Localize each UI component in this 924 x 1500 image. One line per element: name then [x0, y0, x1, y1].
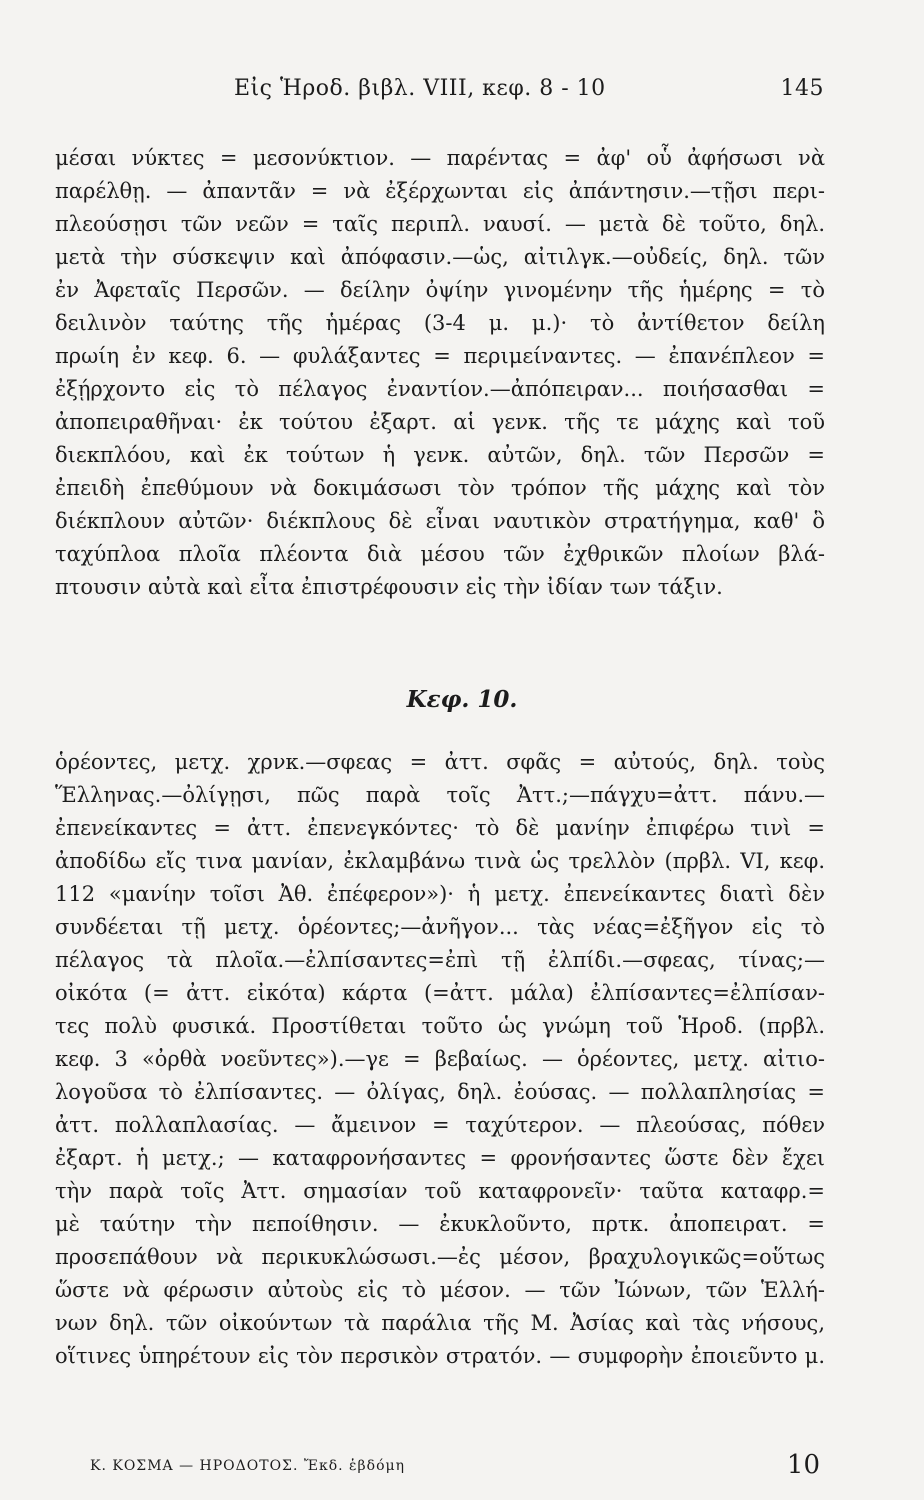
text-line: δειλινὸν ταύτης τῆς ἡμέρας (3-4 μ. μ.)· τὸ ἀντίθετον δείλη: [55, 311, 825, 335]
commentary-block-chapter-9: [55, 142, 825, 604]
text-line: πρωίη ἐν κεφ. 6. — φυλάξαντες = περιμείναντες. — ἐπανέπλεον =: [55, 344, 825, 368]
text-line: διεκπλόου, καὶ ἐκ τούτων ἡ γενκ. αὐτῶν, δηλ. τῶν Περσῶν =: [55, 443, 825, 467]
running-header: [234, 76, 824, 116]
text-line: τὴν παρὰ τοῖς Ἀττ. σημασίαν τοῦ καταφρονεῖν· ταῦτα καταφρ.=: [55, 1179, 825, 1203]
text-line: ὁρέοντες, μετχ. χρνκ.—σφεας = ἀττ. σφᾶς = αὐτούς, δηλ. τοὺς: [55, 750, 825, 774]
text-line: ἐπειδὴ ἐπεθύμουν νὰ δοκιμάσωσι τὸν τρόπον τῆς μάχης καὶ τὸν: [55, 476, 825, 500]
text-line: οἰκότα (= ἀττ. εἰκότα) κάρτα (=ἀττ. μάλα) ἐλπίσαντες=ἐλπίσαν-: [55, 981, 825, 1005]
text-line: πέλαγος τὰ πλοῖα.—ἐλπίσαντες=ἐπὶ τῇ ἐλπίδι.—σφεας, τίνας;—: [55, 948, 825, 972]
text-line: ἀποδίδω εἴς τινα μανίαν, ἐκλαμβάνω τινὰ ὡς τρελλὸν (πρβλ. VI, κεφ.: [55, 849, 825, 873]
text-line: τες πολὺ φυσικά. Προστίθεται τοῦτο ὡς γνώμη τοῦ Ἡροδ. (πρβλ.: [55, 1014, 825, 1038]
text-line: ἐξῄρχοντο εἰς τὸ πέλαγος ἐναντίον.—ἀπόπειραν... ποιήσασθαι =: [55, 377, 825, 401]
text-line: πτουσιν αὐτὰ καὶ εἶτα ἐπιστρέφουσιν εἰς τὴν ἰδίαν των τάξιν.: [55, 575, 723, 599]
text-line: μέσαι νύκτες = μεσονύκτιον. — παρέντας = ἀφ' οὗ ἀφήσωσι νὰ: [55, 146, 825, 170]
text-line: λογοῦσα τὸ ἐλπίσαντες. — ὀλίγας, δηλ. ἐούσας. — πολλαπλησίας =: [55, 1080, 825, 1104]
text-line: ἐπενείκαντες = ἀττ. ἐπενεγκόντες· τὸ δὲ μανίην ἐπιφέρω τινὶ =: [55, 816, 825, 840]
text-line: ταχύπλοα πλοῖα πλέοντα διὰ μέσου τῶν ἐχθρικῶν πλοίων βλά-: [55, 542, 825, 566]
text-line: παρέλθῃ. — ἀπαντᾶν = νὰ ἐξέρχωνται εἰς ἀπάντησιν.—τῇσι περι-: [55, 179, 825, 203]
chapter-heading: Κεφ. 10.: [406, 686, 518, 713]
text-line: διέκπλουν αὐτῶν· διέκπλους δὲ εἶναι ναυτικὸν στρατήγημα, καθ' ὃ: [55, 509, 825, 533]
page-number: 145: [780, 76, 824, 101]
text-line: κεφ. 3 «ὀρθὰ νοεῦντες»).—γε = βεβαίως. — ὁρέοντες, μετχ. αἰτιο-: [55, 1047, 825, 1071]
printer-signature-line: [90, 1450, 820, 1486]
text-line: πλεούσῃσι τῶν νεῶν = ταῖς περιπλ. ναυσί. — μετὰ δὲ τοῦτο, δηλ.: [55, 212, 825, 236]
text-line: οἵτινες ὑπηρέτουν εἰς τὸν περσικὸν στρατόν. — συμφορὴν ἐποιεῦντο μ.: [55, 1344, 825, 1368]
signature-text: Κ. ΚΟΣΜΑ — ΗΡΟΔΟΤΟΣ. Ἔκδ. ἑβδόμη: [90, 1458, 405, 1474]
text-line: μὲ ταύτην τὴν πεποίθησιν. — ἐκυκλοῦντο, πρτκ. ἀποπειρατ. =: [55, 1212, 825, 1236]
text-line: ἐξαρτ. ἡ μετχ.; — καταφρονήσαντες = φρονήσαντες ὥστε δὲν ἔχει: [55, 1146, 825, 1170]
text-line: ἀποπειραθῆναι· ἐκ τούτου ἐξαρτ. αἱ γενκ. τῆς τε μάχης καὶ τοῦ: [55, 410, 825, 434]
signature-number: 10: [786, 1450, 820, 1480]
text-line: ὥστε νὰ φέρωσιν αὐτοὺς εἰς τὸ μέσον. — τῶν Ἰώνων, τῶν Ἑλλή-: [55, 1278, 825, 1302]
text-line: νων δηλ. τῶν οἰκούντων τὰ παράλια τῆς Μ. Ἀσίας καὶ τὰς νήσους,: [55, 1311, 825, 1335]
text-line: ἀττ. πολλαπλασίας. — ἄμεινον = ταχύτερον. — πλεούσας, πόθεν: [55, 1113, 825, 1137]
text-line: 112 «μανίην τοῖσι Ἀθ. ἐπέφερον»)· ἡ μετχ. ἐπενείκαντες διατὶ δὲν: [55, 882, 825, 906]
commentary-block-chapter-10: [55, 746, 825, 1373]
text-line: μετὰ τὴν σύσκεψιν καὶ ἀπόφασιν.—ὡς, αἰτιλγκ.—οὐδείς, δηλ. τῶν: [55, 245, 825, 269]
text-line: Ἕλληνας.—ὀλίγῃσι, πῶς παρὰ τοῖς Ἀττ.;—πάγχυ=ἀττ. πάνυ.—: [55, 783, 825, 807]
running-title: Εἰς Ἡροδ. βιβλ. VIII, κεφ. 8 - 10: [234, 76, 606, 101]
text-line: προσεπάθουν νὰ περικυκλώσωσι.—ἐς μέσον, βραχυλογικῶς=οὕτως: [55, 1245, 825, 1269]
text-line: συνδέεται τῇ μετχ. ὁρέοντες;—ἀνῆγον... τὰς νέας=ἐξῆγον εἰς τὸ: [55, 915, 825, 939]
text-line: ἐν Ἀφεταῖς Περσῶν. — δείλην ὀψίην γινομένην τῆς ἡμέρης = τὸ: [55, 278, 825, 302]
